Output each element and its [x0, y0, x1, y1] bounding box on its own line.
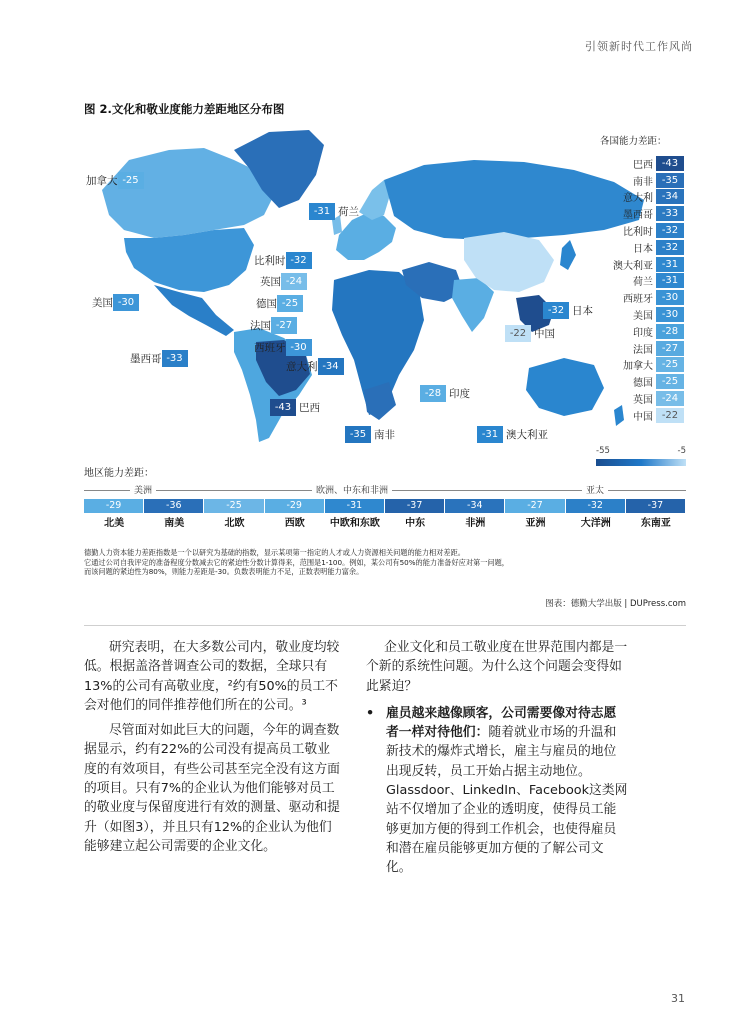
- body-right-column: [366, 638, 628, 878]
- group-emea: 欧洲、中东和非洲: [312, 483, 392, 496]
- bullet-icon: •: [366, 705, 375, 721]
- legend-row: 法国 -27: [600, 340, 684, 357]
- legend-row: 澳大利亚 -31: [600, 256, 684, 273]
- group-americas: 美洲: [130, 483, 156, 496]
- legend-row: 意大利 -34: [600, 189, 684, 206]
- bullet-lead: 雇员越来越像顾客，公司需要像对待志愿者一样对待他们：: [386, 705, 617, 741]
- region-name: 东南亚: [640, 518, 671, 529]
- regional-title: 地区能力差距：: [84, 468, 154, 479]
- bullet-text: 随着就业市场的升温和新技术的爆炸式增长，雇主与雇员的地位出现反转，员工开始占据主动地位。Glassdoor、LinkedIn、Facebook这类网站不仅增加了企业的透明度，使得员工能够更加方便的得到工作机会，也使得雇员和潜在雇员能够更加方便的了解公司文化。: [386, 725, 628, 876]
- map-label-usa: 美国 -30: [92, 294, 139, 311]
- page-number: 31: [671, 992, 685, 1005]
- region-value: -36: [144, 499, 204, 513]
- map-label-india: -28 印度: [420, 385, 470, 402]
- region-name: 中东: [405, 518, 426, 529]
- figure-source: 图表：德勤大学出版 | DUPress.com: [545, 599, 686, 609]
- legend-row: 印度 -28: [600, 323, 684, 340]
- region-value: -32: [566, 499, 626, 513]
- map-label-china: -22 中国: [505, 325, 555, 342]
- region-name: 北美: [104, 518, 125, 529]
- map-label-uk: 英国 -24: [260, 273, 307, 290]
- region-value: -29: [265, 499, 325, 513]
- country-gap-legend: [600, 155, 684, 424]
- map-label-france: 法国 -27: [250, 317, 297, 334]
- bullet-item: [366, 704, 628, 878]
- legend-row: 荷兰 -31: [600, 273, 684, 290]
- region-name: 中欧和东欧: [329, 518, 380, 529]
- legend-row: 加拿大 -25: [600, 357, 684, 374]
- map-label-germany: 德国 -25: [256, 295, 303, 312]
- region-name: 非洲: [465, 518, 486, 529]
- note-line: 而该问题的紧迫性为80%，则能力差距是-30。负数表明能力不足，正数表明能力富余。: [84, 567, 364, 577]
- map-australia: [526, 358, 604, 416]
- region-name: 大洋洲: [580, 518, 611, 529]
- color-scale: [596, 446, 686, 466]
- figure-title: 图 2.文化和敬业度能力差距地区分布图: [84, 102, 285, 116]
- map-mexico: [154, 285, 234, 336]
- paragraph: 企业文化和员工敬业度在世界范围内都是一个新的系统性问题。为什么这个问题会变得如此紧迫？: [366, 640, 628, 694]
- map-label-south-africa: -35 南非: [345, 426, 395, 443]
- map-label-australia: -31 澳大利亚: [477, 426, 548, 443]
- map-label-spain: 西班牙 -30: [254, 339, 312, 356]
- region-value: -25: [204, 499, 264, 513]
- region-value: -34: [445, 499, 505, 513]
- region-name: 亚洲: [525, 518, 546, 529]
- legend-row: 英国 -24: [600, 390, 684, 407]
- region-value: -29: [84, 499, 144, 513]
- legend-row: 中国 -22: [600, 407, 684, 424]
- region-value: -37: [626, 499, 686, 513]
- world-map: [84, 120, 684, 450]
- region-values-row: [84, 499, 686, 513]
- legend-row: 日本 -32: [600, 239, 684, 256]
- note-line: 德勤人力资本能力差距指数是一个以研究为基础的指数，显示某项第一指定的人才或人力资源相关问题的能力相对差距。: [84, 548, 465, 557]
- legend-row: 西班牙 -30: [600, 289, 684, 306]
- region-value: -37: [385, 499, 445, 513]
- map-label-brazil: -43 巴西: [270, 399, 320, 416]
- map-label-belgium: 比利时 -32: [254, 252, 312, 269]
- legend-row: 巴西 -43: [600, 155, 684, 172]
- scale-gradient-bar: [596, 459, 686, 466]
- region-names-row: [84, 514, 686, 529]
- region-name: 西欧: [284, 518, 305, 529]
- map-label-mexico: 墨西哥 -33: [130, 350, 188, 367]
- legend-title: 各国能力差距：: [600, 136, 667, 147]
- body-left-column: [84, 638, 340, 862]
- legend-row: 德国 -25: [600, 373, 684, 390]
- group-apac: 亚太: [582, 483, 608, 496]
- note-line: 它通过公司自我评定的准备程度分数减去它的紧迫性分数计算得来，范围是1-100。例如，某公司有50%的能力准备好应对第一问题，: [84, 557, 509, 567]
- region-name: 南美: [164, 518, 185, 529]
- map-scandinavia: [359, 180, 390, 220]
- legend-row: 南非 -35: [600, 172, 684, 189]
- scale-max: -5: [677, 446, 686, 456]
- map-japan: [560, 240, 576, 270]
- divider: [84, 625, 686, 626]
- paragraph: 研究表明，在大多数公司内，敬业度均较低。根据盖洛普调查公司的数据，全球只有13%的公司有高敬业度，²约有50%的员工不会对他们的同伴推荐他们所在的公司。³: [84, 640, 340, 713]
- map-label-netherlands: -31 荷兰: [309, 203, 359, 220]
- region-value: -31: [325, 499, 385, 513]
- region-group-header: [84, 483, 686, 497]
- paragraph: 尽管面对如此巨大的问题，今年的调查数据显示，约有22%的公司没有提高员工敬业度的有效项目，有些公司甚至完全没有这方面的项目。只有7%的企业认为他们能够对员工的敬业度与保留度进行有效的测量、驱动和提升（如图3），并且只有12%的企业认为他们能够建立起公司需要的企业文化。: [84, 723, 340, 854]
- figure-notes: [84, 548, 686, 577]
- map-label-canada: 加拿大 -25: [86, 172, 144, 189]
- region-name: 北欧: [224, 518, 245, 529]
- legend-row: 比利时 -32: [600, 222, 684, 239]
- legend-row: 美国 -30: [600, 306, 684, 323]
- region-value: -27: [505, 499, 565, 513]
- map-india: [452, 278, 494, 332]
- scale-min: -55: [596, 446, 610, 456]
- map-usa: [124, 228, 254, 292]
- map-label-japan: -32 日本: [543, 302, 593, 319]
- map-label-italy: 意大利 -34: [286, 358, 344, 375]
- running-title: 引领新时代工作风尚: [585, 40, 693, 53]
- legend-row: 墨西哥 -33: [600, 205, 684, 222]
